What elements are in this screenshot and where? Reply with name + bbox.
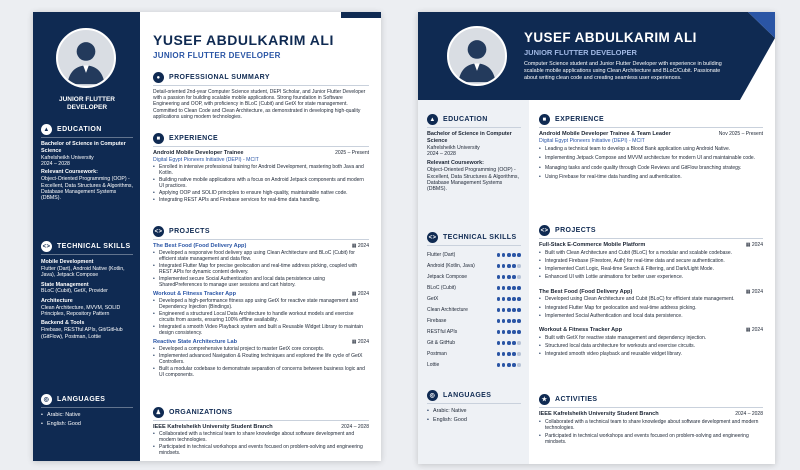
project-item [539,242,763,281]
project-bullet: • Built a modular codebase to demonstrate separation of concerns between business logic and UI components. [153,366,369,378]
experience-heading: EXPERIENCE [555,116,605,123]
skill-label: Lottie [427,362,440,368]
skill-level-dot [502,363,506,367]
tech-skills-section [41,241,133,340]
code-icon: <> [539,225,550,236]
experience-bullets [153,164,369,203]
skill-level-dots [497,275,521,279]
skill-group-title: State Management [41,281,89,288]
globe-icon: ◎ [41,394,52,405]
skill-label: Postman [427,351,447,357]
project-bullet: • Structured local data architecture for workouts and exercise circuits. [539,343,763,349]
skill-level-dot [507,363,511,367]
skill-level-dot [512,264,516,268]
organization-date: 2024 – 2028 [341,424,369,430]
project-item [153,291,369,336]
resume-sidebar [33,12,140,461]
skill-level-dots [497,264,521,268]
code-icon: <> [427,232,438,243]
skill-level-dot [497,264,501,268]
skill-level-dots [497,253,521,257]
experience-bullet: • Building native mobile applications with a focus on Android Jetpack components and modern UI practices. [153,177,369,189]
activity-date: 2024 – 2028 [735,411,763,417]
project-bullet: • Integrated smooth video playback and reusable widget library. [539,351,763,357]
skill-level-dot [517,341,521,345]
skill-level-dot [507,253,511,257]
experience-heading: EXPERIENCE [169,135,219,142]
experience-bullet: • Leading a technical team to develop a Blood Bank application using Android Native. [539,146,763,152]
skill-level-dot [502,253,506,257]
skill-label: Jetpack Compose [427,274,468,280]
coursework-label: Relevant Coursework: [427,160,484,167]
education-section [41,124,133,202]
project-bullet: • Implemented Cart Logic, Real-time Search & Filtering, and Dark/Light Mode. [539,266,763,272]
activity-bullet: • Participated in technical workshops and events focused on problem-solving and engineering mindsets. [539,433,763,445]
skill-level-dots [497,341,521,345]
star-icon: ★ [539,394,550,405]
code-icon: <> [153,226,164,237]
skill-level-dot [497,253,501,257]
project-name: The Best Food (Food Delivery App) [539,288,633,295]
project-bullet: • Developed a comprehensive tutorial project to master GetX core concepts. [153,346,369,352]
projects-heading: PROJECTS [169,228,210,235]
avatar [56,28,116,88]
languages-section [427,390,521,424]
calendar-icon: ▦ [745,242,752,248]
people-icon: ♟ [153,407,164,418]
projects-section [153,226,369,379]
organizations-section [153,407,369,457]
person-icon: ● [153,72,164,83]
briefcase-icon: ■ [539,114,550,125]
skill-bar-row [427,274,521,280]
globe-icon: ◎ [427,390,438,401]
project-year: 2024 [751,327,763,334]
languages-list [41,411,133,428]
graduation-cap-icon: ▲ [41,124,52,135]
activities-section [539,394,763,446]
organizations-heading: ORGANIZATIONS [169,409,233,416]
skill-level-dots [497,363,521,367]
skill-level-dot [517,275,521,279]
skill-level-dot [497,286,501,290]
skill-level-dot [502,352,506,356]
language-item: • English: Good [41,420,133,428]
experience-org: Digital Egypt Pioneers Initiative (DEPI) - MCIT [539,137,645,144]
project-bullet: • Integrated a smooth Video Playback system and built a Reusable Widget Library to maintain design consistency. [153,324,369,336]
skill-level-dot [497,352,501,356]
experience-role: Android Mobile Developer Trainee & Team Leader [539,131,671,137]
graduation-cap-icon: ▲ [427,114,438,125]
skill-level-dot [517,264,521,268]
coursework-label: Relevant Coursework: [41,169,98,176]
resume-name: YUSEF ABDULKARIM ALI [524,30,697,45]
skill-level-dot [502,264,506,268]
skill-level-dots [497,330,521,334]
skill-level-dot [517,308,521,312]
resume-name: YUSEF ABDULKARIM ALI [153,32,334,48]
skill-level-dot [517,286,521,290]
calendar-icon: ▦ [351,339,358,346]
skill-level-dot [507,297,511,301]
skill-group-title: Backend & Tools [41,320,85,327]
skill-level-dot [502,330,506,334]
projects-heading: PROJECTS [555,227,596,234]
activity-name: IEEE Kafrelsheikh University Student Branch [539,411,659,417]
skill-group-text: BLoC (Cubit), GetX, Provider [41,288,108,295]
languages-heading: LANGUAGES [443,392,492,399]
project-item [539,289,763,319]
experience-bullet: • Integrating REST APIs and Firebase services for real-time data handling. [153,197,369,203]
calendar-icon: ▦ [745,288,752,295]
project-bullet: • Built with Clean Architecture and Cubit (BLoC) for a modular and scalable codebase. [539,250,763,256]
education-degree: Bachelor of Science in Computer Science [427,131,512,144]
project-bullet: • Developed a high-performance fitness app using GetX for reactive state management and Dependency Injection (Bindings). [153,298,369,310]
resume-title: JUNIOR FLUTTER DEVELOPER [153,51,281,60]
tech-skills-heading: TECHNICAL SKILLS [443,234,517,241]
education-school: Kafrelsheikh University [41,154,94,161]
project-bullet: • Implemented Social Authentication and local data persistence. [539,313,763,319]
skill-label: Firebase [427,318,447,324]
skill-bar-row [427,362,521,368]
project-item [539,327,763,357]
skill-level-dot [512,286,516,290]
project-bullet: • Implemented advanced Navigation & Routing techniques and explored the life cycle of GetX Controllers. [153,353,369,365]
skill-level-dot [512,253,516,257]
coursework-text: Object-Oriented Programming (OOP) - Excellent, Data Structures & Algorithms, Database Management Systems (DBMS). [427,167,519,193]
skill-level-dot [502,297,506,301]
organization-bullet: • Collaborated with a technical team to share knowledge about software development and modern technologies. [153,431,369,443]
summary-section [153,72,369,120]
skill-level-dots [497,286,521,290]
skill-bar-row [427,307,521,313]
education-heading: EDUCATION [57,126,102,133]
experience-bullet: • Implementing Jetpack Compose and MVVM architecture for modern UI and maintainable code. [539,155,763,161]
project-bullet: • Developed a responsive food delivery app using Clean Architecture and BLoC (Cubit) for efficient state management and data flow. [153,250,369,262]
calendar-icon: ▦ [745,327,752,334]
skill-bar-row [427,263,521,269]
skill-level-dots [497,352,521,356]
skill-level-dot [497,308,501,312]
skill-level-dot [517,330,521,334]
skill-level-dot [507,308,511,312]
skill-level-dot [507,264,511,268]
skill-bar-row [427,351,521,357]
tech-skills-section [427,232,521,373]
project-name: Full-Stack E-Commerce Mobile Platform [539,242,646,248]
language-item: • Arabic: Native [427,407,521,415]
avatar [447,26,507,86]
skill-label: GetX [427,296,439,302]
education-heading: EDUCATION [443,116,488,123]
skill-level-dots [497,297,521,301]
project-bullet: • Built with GetX for reactive state management and dependency injection. [539,335,763,341]
project-name: Reactive State Architecture Lab [153,339,238,346]
skill-group-text: Firebase, RESTful APIs, Git/GitHub (GitFlow), Postman, Lottie [41,327,123,340]
skill-level-dot [512,363,516,367]
experience-section [539,114,763,181]
skill-level-dot [517,297,521,301]
project-bullet: • Enhanced UI with Lottie animations for better user experience. [539,274,763,280]
briefcase-icon: ■ [153,133,164,144]
resume-sidebar [418,100,529,464]
education-section [427,114,521,193]
project-item [153,339,369,378]
activities-heading: ACTIVITIES [555,396,598,403]
skill-level-dot [512,308,516,312]
skill-level-dot [497,330,501,334]
skill-level-dot [517,352,521,356]
experience-section [153,133,369,204]
skill-level-dot [497,275,501,279]
calendar-icon: ▦ [351,243,358,249]
skill-label: Clean Architecture [427,307,468,313]
organization-bullet: • Participated in technical workshops and events focused on problem-solving and engineering mindsets. [153,444,369,456]
project-bullet: • Integrated Flutter Map for geolocation and real-time address picking. [539,305,763,311]
project-name: Workout & Fitness Tracker App [539,327,622,334]
skill-level-dots [497,319,521,323]
skill-label: Flutter (Dart) [427,252,456,258]
resume-page-1 [33,12,381,461]
skill-level-dot [517,363,521,367]
skill-group-text: Clean Architecture, MVVM, SOLID Principles, Repository Pattern [41,304,121,318]
project-year: 2024 [357,243,369,249]
calendar-icon: ▦ [351,291,358,298]
project-item [153,243,369,288]
experience-org: Digital Egypt Pioneers Initiative (DEPI) - MCIT [153,156,259,163]
skill-level-dot [507,286,511,290]
skill-label: BLoC (Cubit) [427,285,456,291]
education-school: Kafrelsheikh University [427,144,480,151]
skill-label: Git & GitHub [427,340,456,346]
projects-section [539,225,763,358]
skill-level-dot [507,341,511,345]
skill-level-dot [517,319,521,323]
experience-date: 2025 – Present [335,150,369,156]
corner-accent [341,12,381,18]
skill-level-dot [507,330,511,334]
skill-level-dot [512,330,516,334]
skill-level-dot [502,341,506,345]
resume-page-2 [418,12,775,464]
project-year: 2024 [751,288,763,295]
experience-date: Nov 2025 – Present [718,131,763,137]
skill-level-dot [507,352,511,356]
tech-skills-heading: TECHNICAL SKILLS [57,243,131,250]
project-year: 2024 [357,291,369,298]
languages-heading: LANGUAGES [57,396,106,403]
skill-bar-row [427,252,521,258]
skill-label: RESTful APIs [427,329,458,335]
project-name: The Best Food (Food Delivery App) [153,243,247,249]
language-item: • English: Good [427,416,521,424]
skill-level-dot [517,253,521,257]
education-degree: Bachelor of Science in Computer Science [41,141,126,154]
skill-level-dots [497,308,521,312]
project-year: 2024 [357,339,369,346]
skill-level-dot [512,275,516,279]
skill-level-dot [497,319,501,323]
experience-bullet: • Enrolled in intensive professional training for Android Development, mastering both Java and Kotlin. [153,164,369,176]
coursework-text: Object-Oriented Programming (OOP) - Excellent, Data Structures & Algorithms, Database Management Systems (DBMS). [41,176,133,202]
project-bullet: • Integrated Firebase (Firestore, Auth) for real-time data and secure authentication. [539,258,763,264]
skill-level-dot [502,286,506,290]
skill-level-dot [497,297,501,301]
experience-bullet: • Using Firebase for real-time data handling and authentication. [539,174,763,180]
skill-bar-row [427,340,521,346]
summary-text: Detail-oriented 2nd-year Computer Science student, DEPI Scholar, and Junior Flutter Developer with a passion for building scalable mobile applications. Strong foundation in Software Engineering and OOP, with proficiency in BLoC (Cubit) and GetX for state management. Committed to Clean Code and Clean Architecture, as demonstrated in developing high-quality applications using modern technologies. [153,89,366,120]
skill-bars [427,252,521,368]
summary-text: Computer Science student and Junior Flutter Developer with experience in building scalable mobile applications using Clean Architecture and BLoC/Cubit. Passionate about writing clean code and creating seamless user experiences. [524,61,722,81]
experience-bullet: • Managing tasks and code quality through Code Reviews and GitFlow branching strategy. [539,165,763,171]
project-bullet: • Engineered a structured Local Data Architecture to handle workout models and exercise circuits from assets, ensuring 100% offline availability. [153,311,369,323]
experience-bullet: • Applying OOP and SOLID principles to ensure high-quality, maintainable native code. [153,190,369,196]
code-icon: <> [41,241,52,252]
skill-level-dot [502,275,506,279]
project-year: 2024 [751,242,763,248]
language-item: • Arabic: Native [41,411,133,419]
skill-group-text: Flutter (Dart), Android Native (Kotlin, Java), Jetpack Compose [41,265,125,279]
project-name: Workout & Fitness Tracker App [153,291,236,298]
skill-level-dot [512,352,516,356]
experience-role: Android Mobile Developer Trainee [153,150,244,156]
summary-heading: PROFESSIONAL SUMMARY [169,74,270,81]
skill-level-dot [497,341,501,345]
activity-bullet: • Collaborated with a technical team to share knowledge about software development and modern technologies. [539,419,763,431]
resume-title: JUNIOR FLUTTER DEVELOPER [524,48,637,57]
skill-level-dot [502,308,506,312]
organization-name: IEEE Kafrelsheikh University Student Branch [153,424,273,430]
project-bullet: • Implemented secure Social Authentication and local data persistence using SharedPreferences to manage user sessions and cart history. [153,276,369,288]
skill-bar-row [427,318,521,324]
skill-level-dot [507,319,511,323]
education-years: 2024 – 2028 [41,161,70,167]
skill-level-dot [512,341,516,345]
skill-group-title: Architecture [41,297,73,304]
skill-level-dot [512,319,516,323]
skill-bar-row [427,296,521,302]
skill-level-dot [507,275,511,279]
project-bullet: • Integrated Flutter Map for precise geolocation and real-time address picking, coupled with REST APIs for dynamic content delivery. [153,263,369,275]
project-bullet: • Developed using Clean Architecture and Cubit (BLoC) for efficient state management. [539,296,763,302]
skill-level-dot [512,297,516,301]
skill-bar-row [427,285,521,291]
skill-level-dot [502,319,506,323]
education-years: 2024 – 2028 [427,151,456,157]
skill-level-dot [497,363,501,367]
skill-bar-row [427,329,521,335]
skill-label: Android (Kotlin, Java) [427,263,475,269]
sidebar-title: JUNIOR FLUTTER DEVELOPER [59,96,115,111]
languages-section [41,394,133,428]
skill-group-title: Mobile Development [41,259,94,265]
